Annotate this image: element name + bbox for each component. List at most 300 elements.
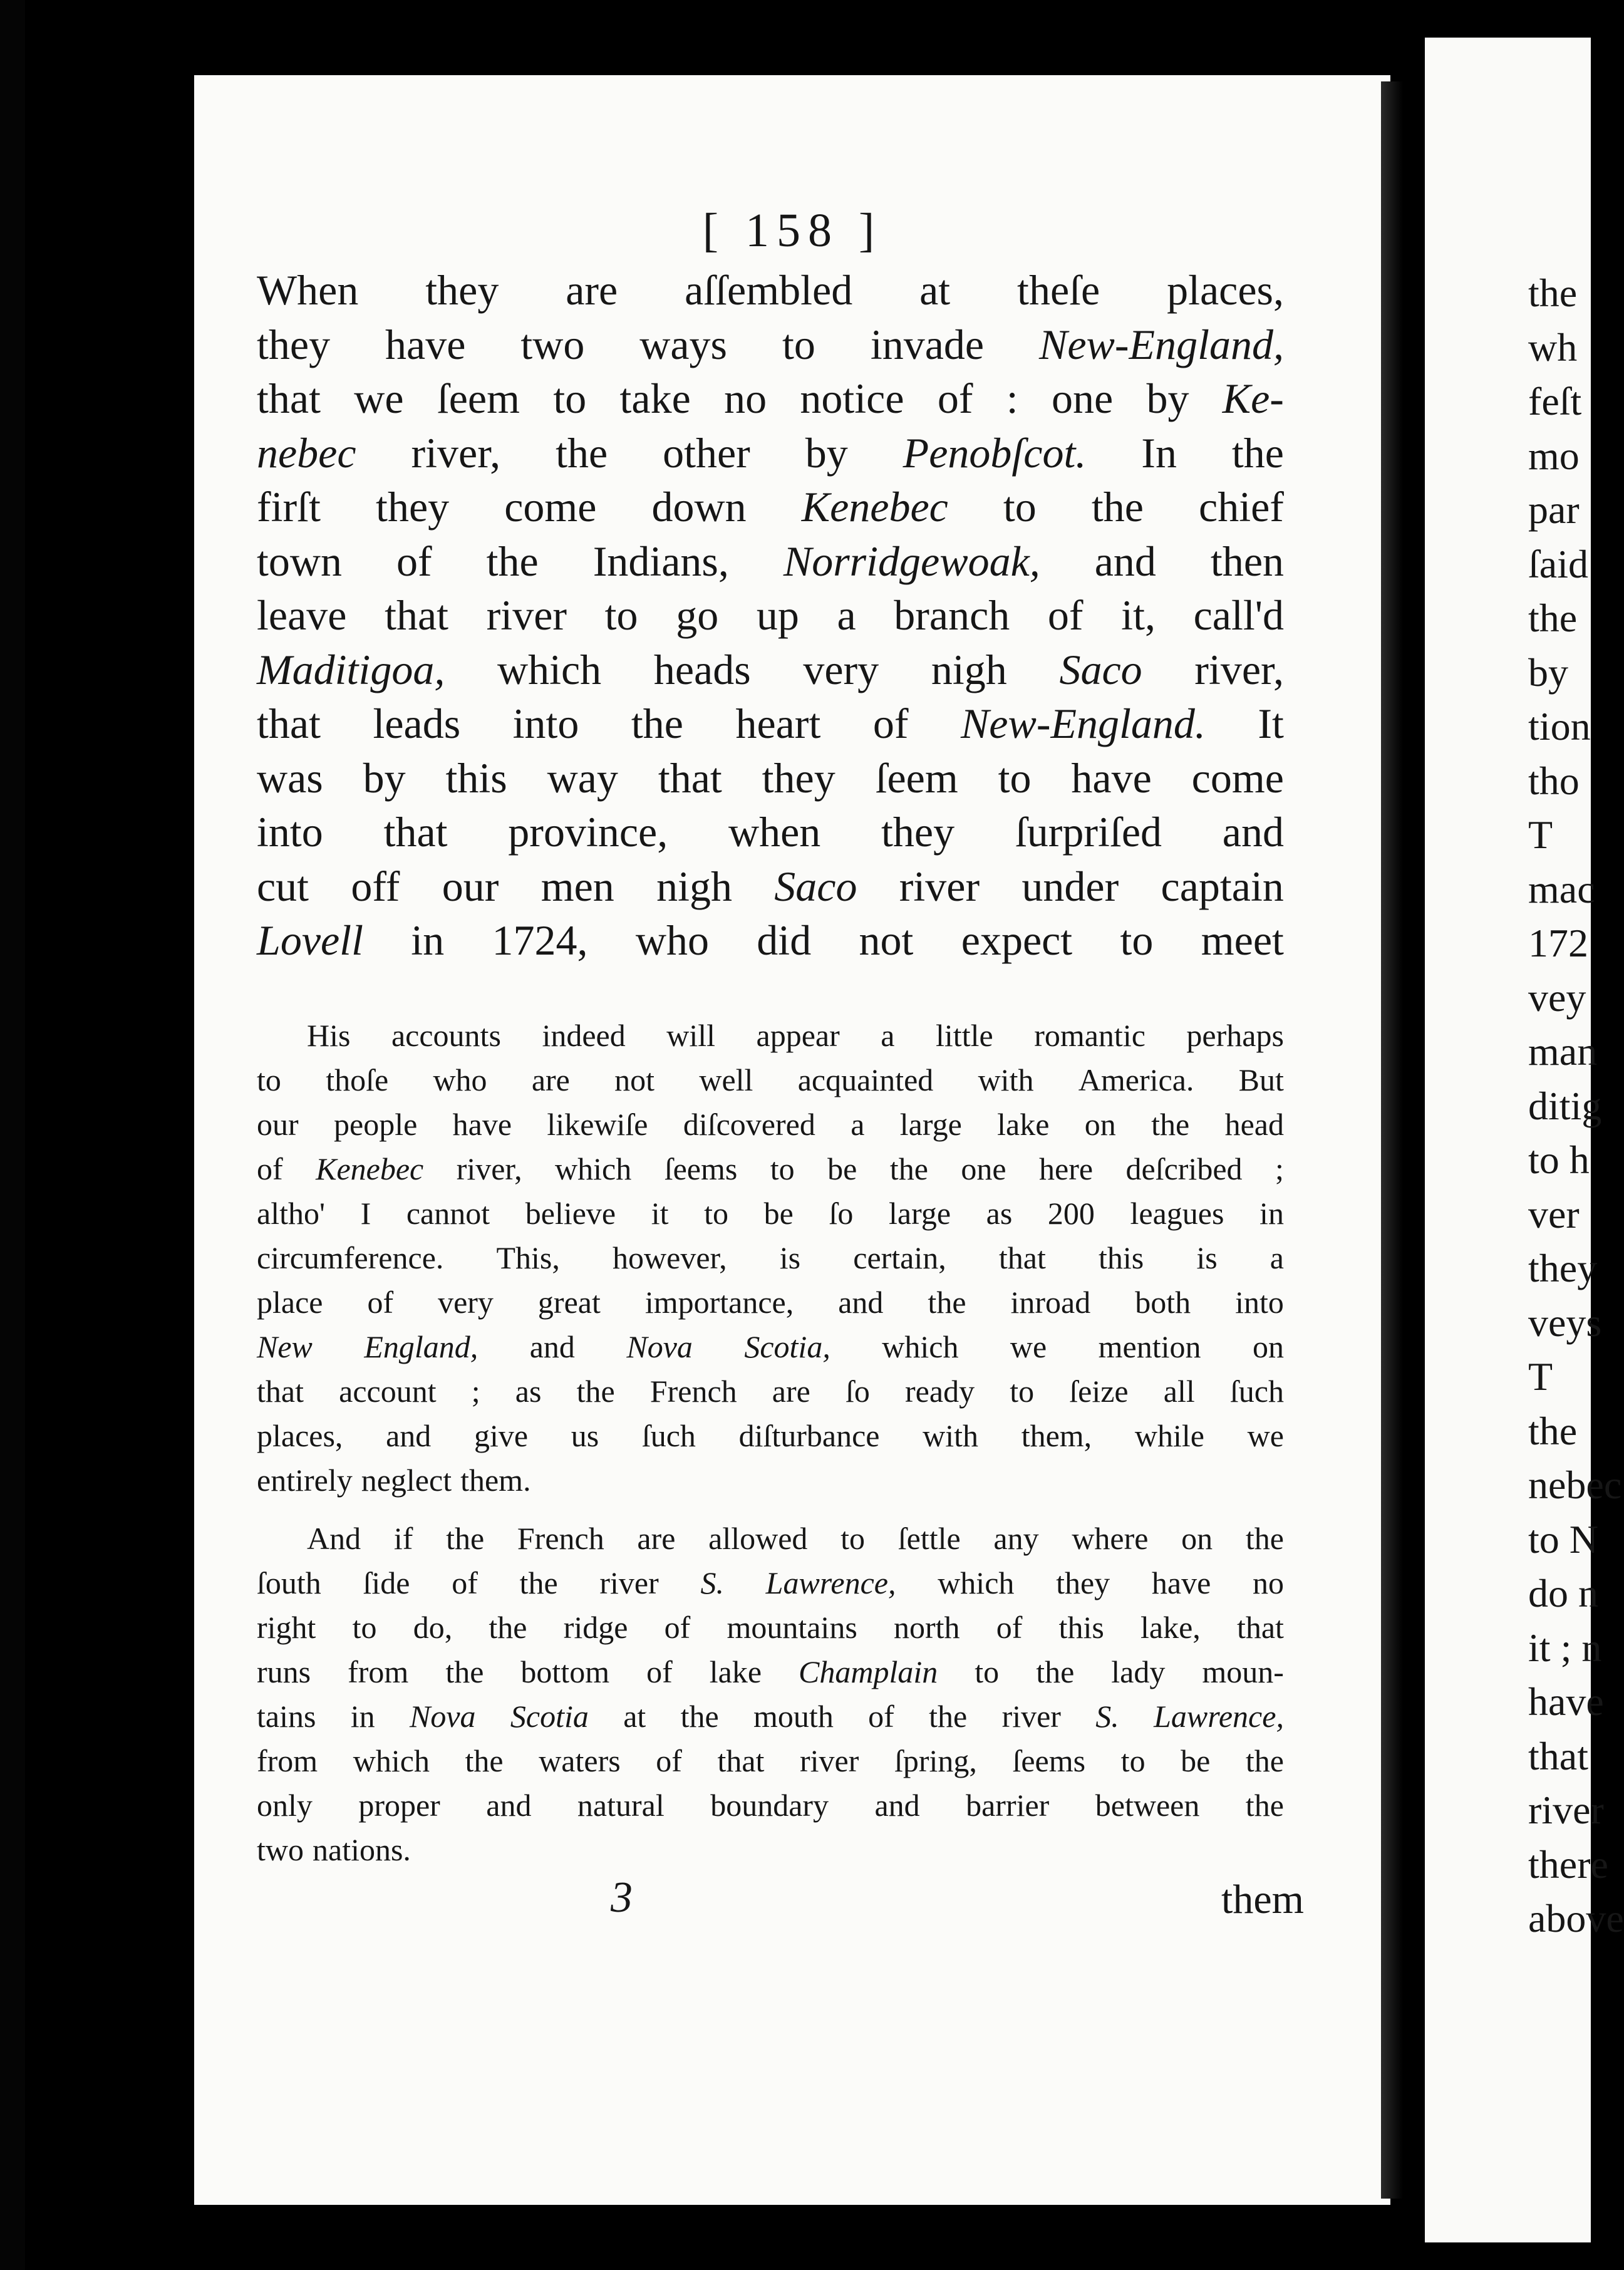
word: But	[1238, 1062, 1284, 1097]
word: Saco	[1059, 645, 1142, 693]
text-line	[257, 697, 1284, 751]
word: lake	[997, 1107, 1050, 1142]
word: of	[996, 1610, 1023, 1645]
word: circumference.	[257, 1240, 444, 1275]
footnote-line	[257, 1458, 1284, 1503]
word: two	[257, 1832, 304, 1867]
word: runs	[257, 1654, 311, 1689]
word: Lawrence,	[765, 1565, 896, 1600]
word: however,	[613, 1240, 727, 1275]
text-line	[257, 426, 1284, 480]
word: to	[998, 754, 1032, 802]
word: accounts	[391, 1018, 501, 1053]
word: of	[452, 1565, 478, 1600]
word: ways	[639, 320, 728, 368]
word: and	[1094, 537, 1156, 585]
word: no	[724, 375, 767, 422]
word: ;	[1275, 1151, 1284, 1186]
facing-line-fragment: they	[1528, 1246, 1598, 1290]
facing-page-text	[1528, 266, 1624, 1946]
word: them,	[1021, 1418, 1092, 1453]
word: it,	[1121, 591, 1156, 639]
footnote-line	[257, 1147, 1284, 1191]
facing-line-fragment: veys	[1528, 1300, 1602, 1345]
word: the	[1036, 1654, 1075, 1689]
word: the	[1245, 1743, 1284, 1778]
word: they	[376, 483, 450, 531]
word: Nova	[626, 1329, 693, 1364]
word: to	[1120, 916, 1154, 964]
word: at	[919, 266, 951, 314]
word: to	[257, 1062, 281, 1097]
word: our	[442, 862, 499, 910]
word: right	[257, 1610, 316, 1645]
word: ſo	[845, 1374, 870, 1409]
facing-line-fragment: tion	[1528, 704, 1591, 749]
text-line	[257, 263, 1284, 318]
word: the	[1231, 428, 1284, 477]
word: and	[386, 1418, 432, 1453]
word: diſcovered	[683, 1107, 815, 1142]
word: S.	[1095, 1699, 1119, 1734]
word: the	[928, 1285, 966, 1320]
word: two	[520, 320, 585, 368]
word: the	[889, 1151, 928, 1186]
word: the	[465, 1743, 504, 1778]
word: bottom	[520, 1654, 610, 1689]
word: ;	[471, 1374, 480, 1409]
word: New-England,	[1039, 320, 1284, 368]
footnote-line	[257, 1828, 1284, 1872]
word: ſeem	[875, 754, 958, 802]
word: well	[699, 1062, 753, 1097]
word: river	[800, 1743, 859, 1778]
word: the	[1245, 1788, 1284, 1823]
word: nigh	[656, 862, 732, 910]
word: a	[837, 591, 856, 639]
word: to	[1010, 1374, 1035, 1409]
word: Maditigoa,	[257, 645, 445, 693]
word: come	[1191, 754, 1284, 802]
paragraph-gap	[257, 1503, 1284, 1516]
word: with	[923, 1418, 979, 1453]
word: meet	[1201, 916, 1284, 964]
footnote-line	[257, 1280, 1284, 1325]
word: appear	[756, 1018, 840, 1053]
word: ſuch	[1229, 1374, 1284, 1409]
word: Nova	[410, 1699, 476, 1734]
text-line	[257, 588, 1284, 643]
footnote-line	[257, 1102, 1284, 1147]
word: river,	[411, 428, 501, 477]
word: barrier	[966, 1788, 1050, 1823]
word: off	[351, 862, 400, 910]
word: this	[445, 754, 507, 802]
footnote-line	[257, 1191, 1284, 1236]
word: come	[504, 483, 597, 531]
word: head	[1224, 1107, 1284, 1142]
word: England,	[364, 1329, 478, 1364]
word: have	[452, 1107, 512, 1142]
word: altho'	[257, 1196, 325, 1231]
word: which	[497, 645, 602, 693]
word: are	[772, 1374, 810, 1409]
word: who	[433, 1062, 487, 1097]
footnote-line	[257, 1058, 1284, 1102]
word: It	[1258, 700, 1284, 747]
word: take	[619, 375, 691, 422]
word: firſt	[257, 483, 321, 531]
facing-line-fragment: the	[1528, 1408, 1578, 1453]
word: When	[257, 266, 359, 314]
word: river	[899, 862, 980, 910]
word: that	[1236, 1610, 1284, 1645]
word: in	[350, 1699, 375, 1734]
word: leave	[257, 591, 347, 639]
footnote-line	[257, 1516, 1284, 1561]
word: the	[556, 428, 608, 477]
facing-line-fragment: the	[1528, 596, 1578, 640]
word: This,	[496, 1240, 560, 1275]
word: :	[1006, 375, 1018, 422]
word: great	[537, 1285, 601, 1320]
word: of	[257, 1151, 283, 1186]
word: the	[680, 1699, 719, 1734]
word: other	[663, 428, 750, 477]
word: that	[383, 808, 448, 856]
word: to	[604, 591, 638, 639]
word: 200	[1047, 1196, 1095, 1231]
word: into	[512, 700, 579, 747]
word: moun-	[1202, 1654, 1284, 1689]
facing-line-fragment: that	[1528, 1733, 1588, 1778]
word: this	[1098, 1240, 1144, 1275]
word: waters	[539, 1743, 621, 1778]
word: by	[805, 428, 848, 477]
word: French	[649, 1374, 737, 1409]
footnote-line	[257, 1013, 1284, 1058]
word: acquainted	[797, 1062, 934, 1097]
facing-line-fragment: T	[1528, 1354, 1553, 1399]
word: and	[874, 1788, 920, 1823]
word: the	[1151, 1107, 1190, 1142]
word: that	[257, 700, 321, 747]
word: heart	[735, 700, 821, 747]
word: cut	[257, 862, 309, 910]
word: Saco	[774, 862, 857, 910]
word: into	[257, 808, 323, 856]
word: nigh	[931, 645, 1007, 693]
facing-line-fragment: ditig	[1528, 1083, 1602, 1128]
word: of	[868, 1699, 894, 1734]
facing-line-fragment: do n	[1528, 1571, 1598, 1615]
word: be	[827, 1151, 857, 1186]
word: be	[1181, 1743, 1211, 1778]
word: no	[1252, 1565, 1284, 1600]
word: places,	[257, 1418, 343, 1453]
word: to	[352, 1610, 377, 1645]
word: up	[756, 591, 799, 639]
word: large	[888, 1196, 951, 1231]
word: a	[1270, 1240, 1284, 1275]
word: of	[1047, 591, 1084, 639]
word: Penobſcot.	[903, 428, 1087, 477]
word: S.	[700, 1565, 724, 1600]
text-line	[257, 480, 1284, 534]
word: mouth	[753, 1699, 834, 1734]
word: place	[257, 1285, 323, 1320]
word: lady	[1111, 1654, 1166, 1689]
word: expect	[961, 916, 1073, 964]
catchword: them	[1221, 1877, 1304, 1922]
word: our	[257, 1107, 299, 1142]
word: certain,	[853, 1240, 946, 1275]
footnote-line	[257, 1236, 1284, 1280]
facing-line-fragment: above	[1528, 1896, 1624, 1941]
word: that	[257, 375, 321, 422]
word: ſo	[829, 1196, 854, 1231]
facing-line-fragment: par	[1528, 487, 1580, 532]
word: the	[576, 1374, 615, 1409]
word: we	[1247, 1418, 1284, 1453]
word: river	[599, 1565, 659, 1600]
page-number-header: [ 158 ]	[702, 204, 882, 257]
word: on	[1252, 1329, 1284, 1364]
word: natural	[577, 1788, 665, 1823]
word: they	[881, 808, 955, 856]
word: ſpring,	[894, 1743, 977, 1778]
footnote-line	[257, 1694, 1284, 1739]
word: both	[1135, 1285, 1191, 1320]
word: north	[893, 1610, 960, 1645]
word: cannot	[406, 1196, 490, 1231]
word: the	[519, 1565, 558, 1600]
word: captain	[1161, 862, 1284, 910]
word: romantic	[1034, 1018, 1146, 1053]
word: of	[656, 1743, 682, 1778]
text-line	[257, 643, 1284, 697]
word: are	[531, 1062, 570, 1097]
word: they	[762, 754, 835, 802]
facing-line-fragment: vey	[1528, 975, 1586, 1020]
word: Norridgewoak,	[783, 537, 1040, 585]
footnote-line	[257, 1605, 1284, 1650]
word: account	[339, 1374, 437, 1409]
word: by	[1146, 375, 1189, 422]
word: lake,	[1140, 1610, 1201, 1645]
word: aſſembled	[685, 266, 853, 314]
word: way	[547, 754, 618, 802]
word: to	[1003, 483, 1037, 531]
facing-line-fragment: mac	[1528, 866, 1595, 911]
facing-line-fragment: tho	[1528, 758, 1580, 803]
word: while	[1134, 1418, 1204, 1453]
word: when	[728, 808, 821, 856]
word: and	[486, 1788, 532, 1823]
word: of	[367, 1285, 394, 1320]
word: ſettle	[897, 1521, 961, 1556]
word: the	[489, 1610, 527, 1645]
facing-line-fragment: man	[1528, 1029, 1598, 1074]
word: I	[360, 1196, 371, 1231]
word: we	[354, 375, 404, 422]
word: be	[763, 1196, 794, 1231]
word: down	[651, 483, 747, 531]
word: on	[1181, 1521, 1213, 1556]
facing-line-fragment: mo	[1528, 433, 1580, 478]
word: And	[307, 1521, 361, 1556]
word: America.	[1078, 1062, 1194, 1097]
word: river,	[456, 1151, 522, 1186]
facing-line-fragment: ver	[1528, 1191, 1580, 1236]
word: ſeems	[664, 1151, 738, 1186]
word: as	[986, 1196, 1013, 1231]
facing-line-fragment: by	[1528, 650, 1568, 695]
word: here	[1039, 1151, 1094, 1186]
word: to	[770, 1151, 795, 1186]
word: province,	[508, 808, 668, 856]
word: from	[348, 1654, 409, 1689]
footnote-line	[257, 1561, 1284, 1605]
word: indeed	[542, 1018, 626, 1053]
word: have	[1151, 1565, 1211, 1600]
word: believe	[525, 1196, 616, 1231]
facing-line-fragment: ſaid	[1528, 541, 1588, 586]
word: very	[438, 1285, 494, 1320]
word: branch	[894, 591, 1010, 639]
word: we	[1010, 1329, 1047, 1364]
word: to	[1120, 1743, 1146, 1778]
word: entirely	[257, 1463, 353, 1498]
word: go	[676, 591, 719, 639]
word: which	[882, 1329, 959, 1364]
word: us	[571, 1418, 599, 1453]
word: they	[1056, 1565, 1110, 1600]
word: the	[1245, 1521, 1284, 1556]
word: between	[1095, 1788, 1200, 1823]
word: people	[334, 1107, 418, 1142]
word: to	[975, 1654, 1000, 1689]
footnote-line	[257, 1414, 1284, 1458]
word: one	[1051, 375, 1114, 422]
word: ſuch	[641, 1418, 696, 1453]
word: it	[651, 1196, 669, 1231]
word: did	[757, 916, 812, 964]
word: not	[859, 916, 914, 964]
facing-line-fragment: to N	[1528, 1516, 1598, 1562]
word: importance,	[644, 1285, 794, 1320]
word: ready	[905, 1374, 975, 1409]
word: Kenebec	[316, 1151, 424, 1186]
facing-line-fragment: have	[1528, 1679, 1604, 1724]
word: to	[553, 375, 587, 422]
word: Scotia	[510, 1699, 589, 1734]
word: places,	[1167, 266, 1284, 314]
word: to	[782, 320, 815, 368]
word: the	[929, 1699, 968, 1734]
word: under	[1021, 862, 1119, 910]
word: neglect	[361, 1463, 452, 1498]
word: likewiſe	[547, 1107, 648, 1142]
word: inroad	[1010, 1285, 1091, 1320]
word: the	[1091, 483, 1144, 531]
word: Lovell	[257, 916, 363, 964]
word: thoſe	[326, 1062, 389, 1097]
word: proper	[358, 1788, 440, 1823]
word: Kenebec	[801, 483, 948, 531]
word: notice	[800, 375, 904, 422]
word: nebec	[257, 428, 356, 477]
word: call'd	[1193, 591, 1284, 639]
footnote-line	[257, 1325, 1284, 1369]
word: of	[664, 1610, 691, 1645]
word: they	[257, 320, 331, 368]
text-line	[257, 534, 1284, 589]
word: of	[396, 537, 432, 585]
word: the	[445, 1654, 484, 1689]
word: on	[1084, 1107, 1116, 1142]
text-line	[257, 371, 1284, 426]
word: ſeize	[1069, 1374, 1129, 1409]
word: New	[257, 1329, 313, 1364]
word: the	[631, 700, 683, 747]
word: a	[881, 1018, 895, 1053]
word: that	[998, 1240, 1046, 1275]
word: boundary	[710, 1788, 829, 1823]
footnote-line	[257, 1783, 1284, 1828]
word: all	[1163, 1374, 1195, 1409]
word: to	[840, 1521, 866, 1556]
footnote-line	[257, 1739, 1284, 1783]
word: chief	[1199, 483, 1284, 531]
word: mention	[1098, 1329, 1201, 1364]
word: they	[425, 266, 499, 314]
word: mountains	[727, 1610, 857, 1645]
facing-line-fragment: river	[1528, 1788, 1604, 1832]
word: Lawrence,	[1154, 1699, 1284, 1734]
word: diſturbance	[738, 1418, 880, 1453]
text-line	[257, 318, 1284, 372]
word: New-England.	[960, 700, 1206, 747]
word: river,	[1194, 645, 1284, 693]
word: will	[666, 1018, 716, 1053]
word: have	[385, 320, 466, 368]
footnote-line	[257, 1369, 1284, 1414]
word: Scotia,	[744, 1329, 830, 1364]
word: the	[486, 537, 539, 585]
footnote-line	[257, 1650, 1284, 1694]
book-edge	[0, 0, 25, 2270]
word: at	[623, 1699, 646, 1734]
text-line	[257, 859, 1284, 914]
word: not	[614, 1062, 655, 1097]
gutter-shadow	[1381, 81, 1403, 2199]
word: leads	[373, 700, 461, 747]
word: and	[529, 1329, 575, 1364]
word: allowed	[708, 1521, 808, 1556]
word: have	[1071, 754, 1152, 802]
word: is	[1196, 1240, 1218, 1275]
word: 1724,	[492, 916, 588, 964]
word: In	[1141, 428, 1177, 477]
word: ſouth	[257, 1565, 321, 1600]
facing-line-fragment: the	[1528, 271, 1578, 315]
word: Champlain	[799, 1654, 938, 1689]
word: that	[658, 754, 722, 802]
word: men	[540, 862, 614, 910]
word: of	[646, 1654, 673, 1689]
word: river	[1001, 1699, 1061, 1734]
